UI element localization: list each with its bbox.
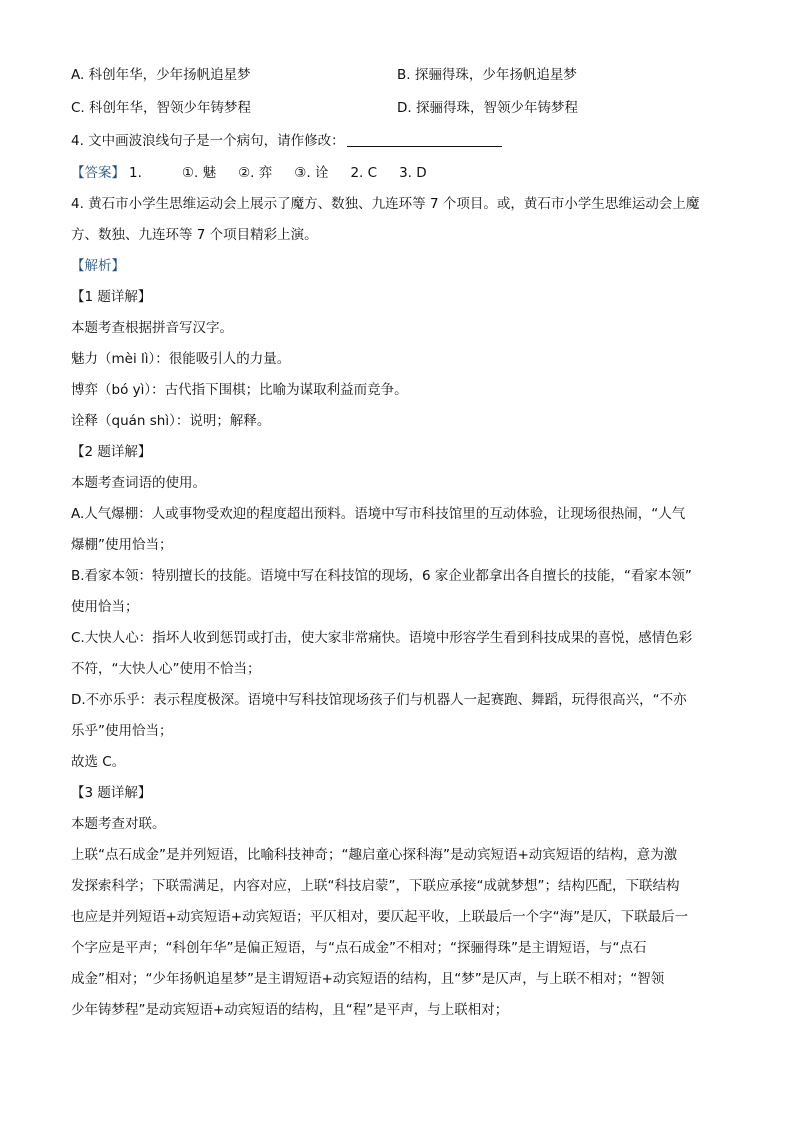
option-b: B. 探骊得珠，少年扬帆追星梦 bbox=[397, 67, 577, 83]
answer-item: ②. 弈 bbox=[238, 165, 273, 181]
q2-line: 爆棚”使用恰当； bbox=[71, 537, 173, 553]
q2-title: 【2 题详解】 bbox=[71, 444, 152, 460]
answer-item: ①. 魅 bbox=[181, 165, 217, 181]
q2-line: 本题考查词语的使用。 bbox=[71, 475, 206, 491]
option-c: C. 科创年华，智领少年铸梦程 bbox=[71, 100, 252, 116]
answer-item: 1. bbox=[129, 165, 142, 181]
answer-q4-line: 方、数独、九连环等 7 个项目精彩上演。 bbox=[71, 227, 318, 243]
q2-line: 乐乎”使用恰当； bbox=[71, 723, 173, 739]
q3-line: 发探索科学；下联需满足，内容对应，上联“科技启蒙”，下联应承接“成就梦想”；结构匹配，下联结构 bbox=[71, 878, 680, 894]
answer-item: 2. C bbox=[350, 165, 378, 181]
q3-line: 成金”相对；“少年扬帆追星梦”是主谓短语+动宾短语的结构，且“梦”是仄声，与上联不相对；“智领 bbox=[71, 971, 665, 987]
question-4 bbox=[71, 131, 502, 151]
q2-line: D.不亦乐乎：表示程度极深。语境中写科技馆现场孩子们与机器人一起赛跑、舞蹈，玩得很高兴，“不亦 bbox=[71, 692, 687, 708]
q2-line: 不符，“大快人心”使用不恰当； bbox=[71, 661, 261, 677]
question-4-text: 4. 文中画波浪线句子是一个病句，请作修改： bbox=[71, 133, 345, 149]
q3-line: 也应是并列短语+动宾短语+动宾短语；平仄相对，要仄起平收，上联最后一个字“海”是仄，下联最后一 bbox=[71, 909, 689, 925]
answer-item: ③. 诠 bbox=[294, 165, 329, 181]
answer-label: 【答案】 bbox=[71, 165, 125, 181]
q3-line: 个字应是平声；“科创年华”是偏正短语，与“点石成金”不相对；“探骊得珠”是主谓短语，与“点石 bbox=[71, 940, 647, 956]
q3-line: 上联“点石成金”是并列短语，比喻科技神奇；“趣启童心探科海”是动宾短语+动宾短语的结构，意为激 bbox=[71, 847, 678, 863]
q1-line: 本题考查根据拼音写汉字。 bbox=[71, 320, 233, 336]
q1-line: 博弈（bó yì）：古代指下围棋；比喻为谋取利益而竞争。 bbox=[71, 382, 408, 398]
q3-line: 本题考查对联。 bbox=[71, 816, 166, 832]
answer-row bbox=[71, 163, 449, 183]
answer-item: 3. D bbox=[399, 165, 427, 181]
q1-line: 诠释（quán shì）：说明；解释。 bbox=[71, 413, 271, 429]
answer-blank bbox=[347, 132, 502, 147]
analysis-label: 【解析】 bbox=[71, 258, 125, 274]
q3-line: 少年铸梦程”是动宾短语+动宾短语的结构，且“程”是平声，与上联相对； bbox=[71, 1002, 509, 1018]
q2-line: B.看家本领：特别擅长的技能。语境中写在科技馆的现场，6 家企业都拿出各自擅长的技能，“看家本领” bbox=[71, 568, 692, 584]
q2-line: C.大快人心：指坏人收到惩罚或打击，使大家非常痛快。语境中形容学生看到科技成果的喜悦，感情色彩 bbox=[71, 630, 693, 646]
q1-title: 【1 题详解】 bbox=[71, 289, 152, 305]
option-a: A. 科创年华，少年扬帆追星梦 bbox=[71, 67, 251, 83]
q2-line: 故选 C。 bbox=[71, 754, 126, 770]
q1-line: 魅力（mèi lì）：很能吸引人的力量。 bbox=[71, 351, 291, 367]
q3-title: 【3 题详解】 bbox=[71, 785, 152, 801]
option-d: D. 探骊得珠，智领少年铸梦程 bbox=[397, 100, 578, 116]
answer-q4-line: 4. 黄石市小学生思维运动会上展示了魔方、数独、九连环等 7 个项目。或，黄石市小学生思维运动会上魔 bbox=[71, 196, 700, 212]
q2-line: 使用恰当； bbox=[71, 599, 139, 615]
q2-line: A.人气爆棚：人或事物受欢迎的程度超出预料。语境中写市科技馆里的互动体验，让现场很热闹，“人气 bbox=[71, 506, 686, 522]
